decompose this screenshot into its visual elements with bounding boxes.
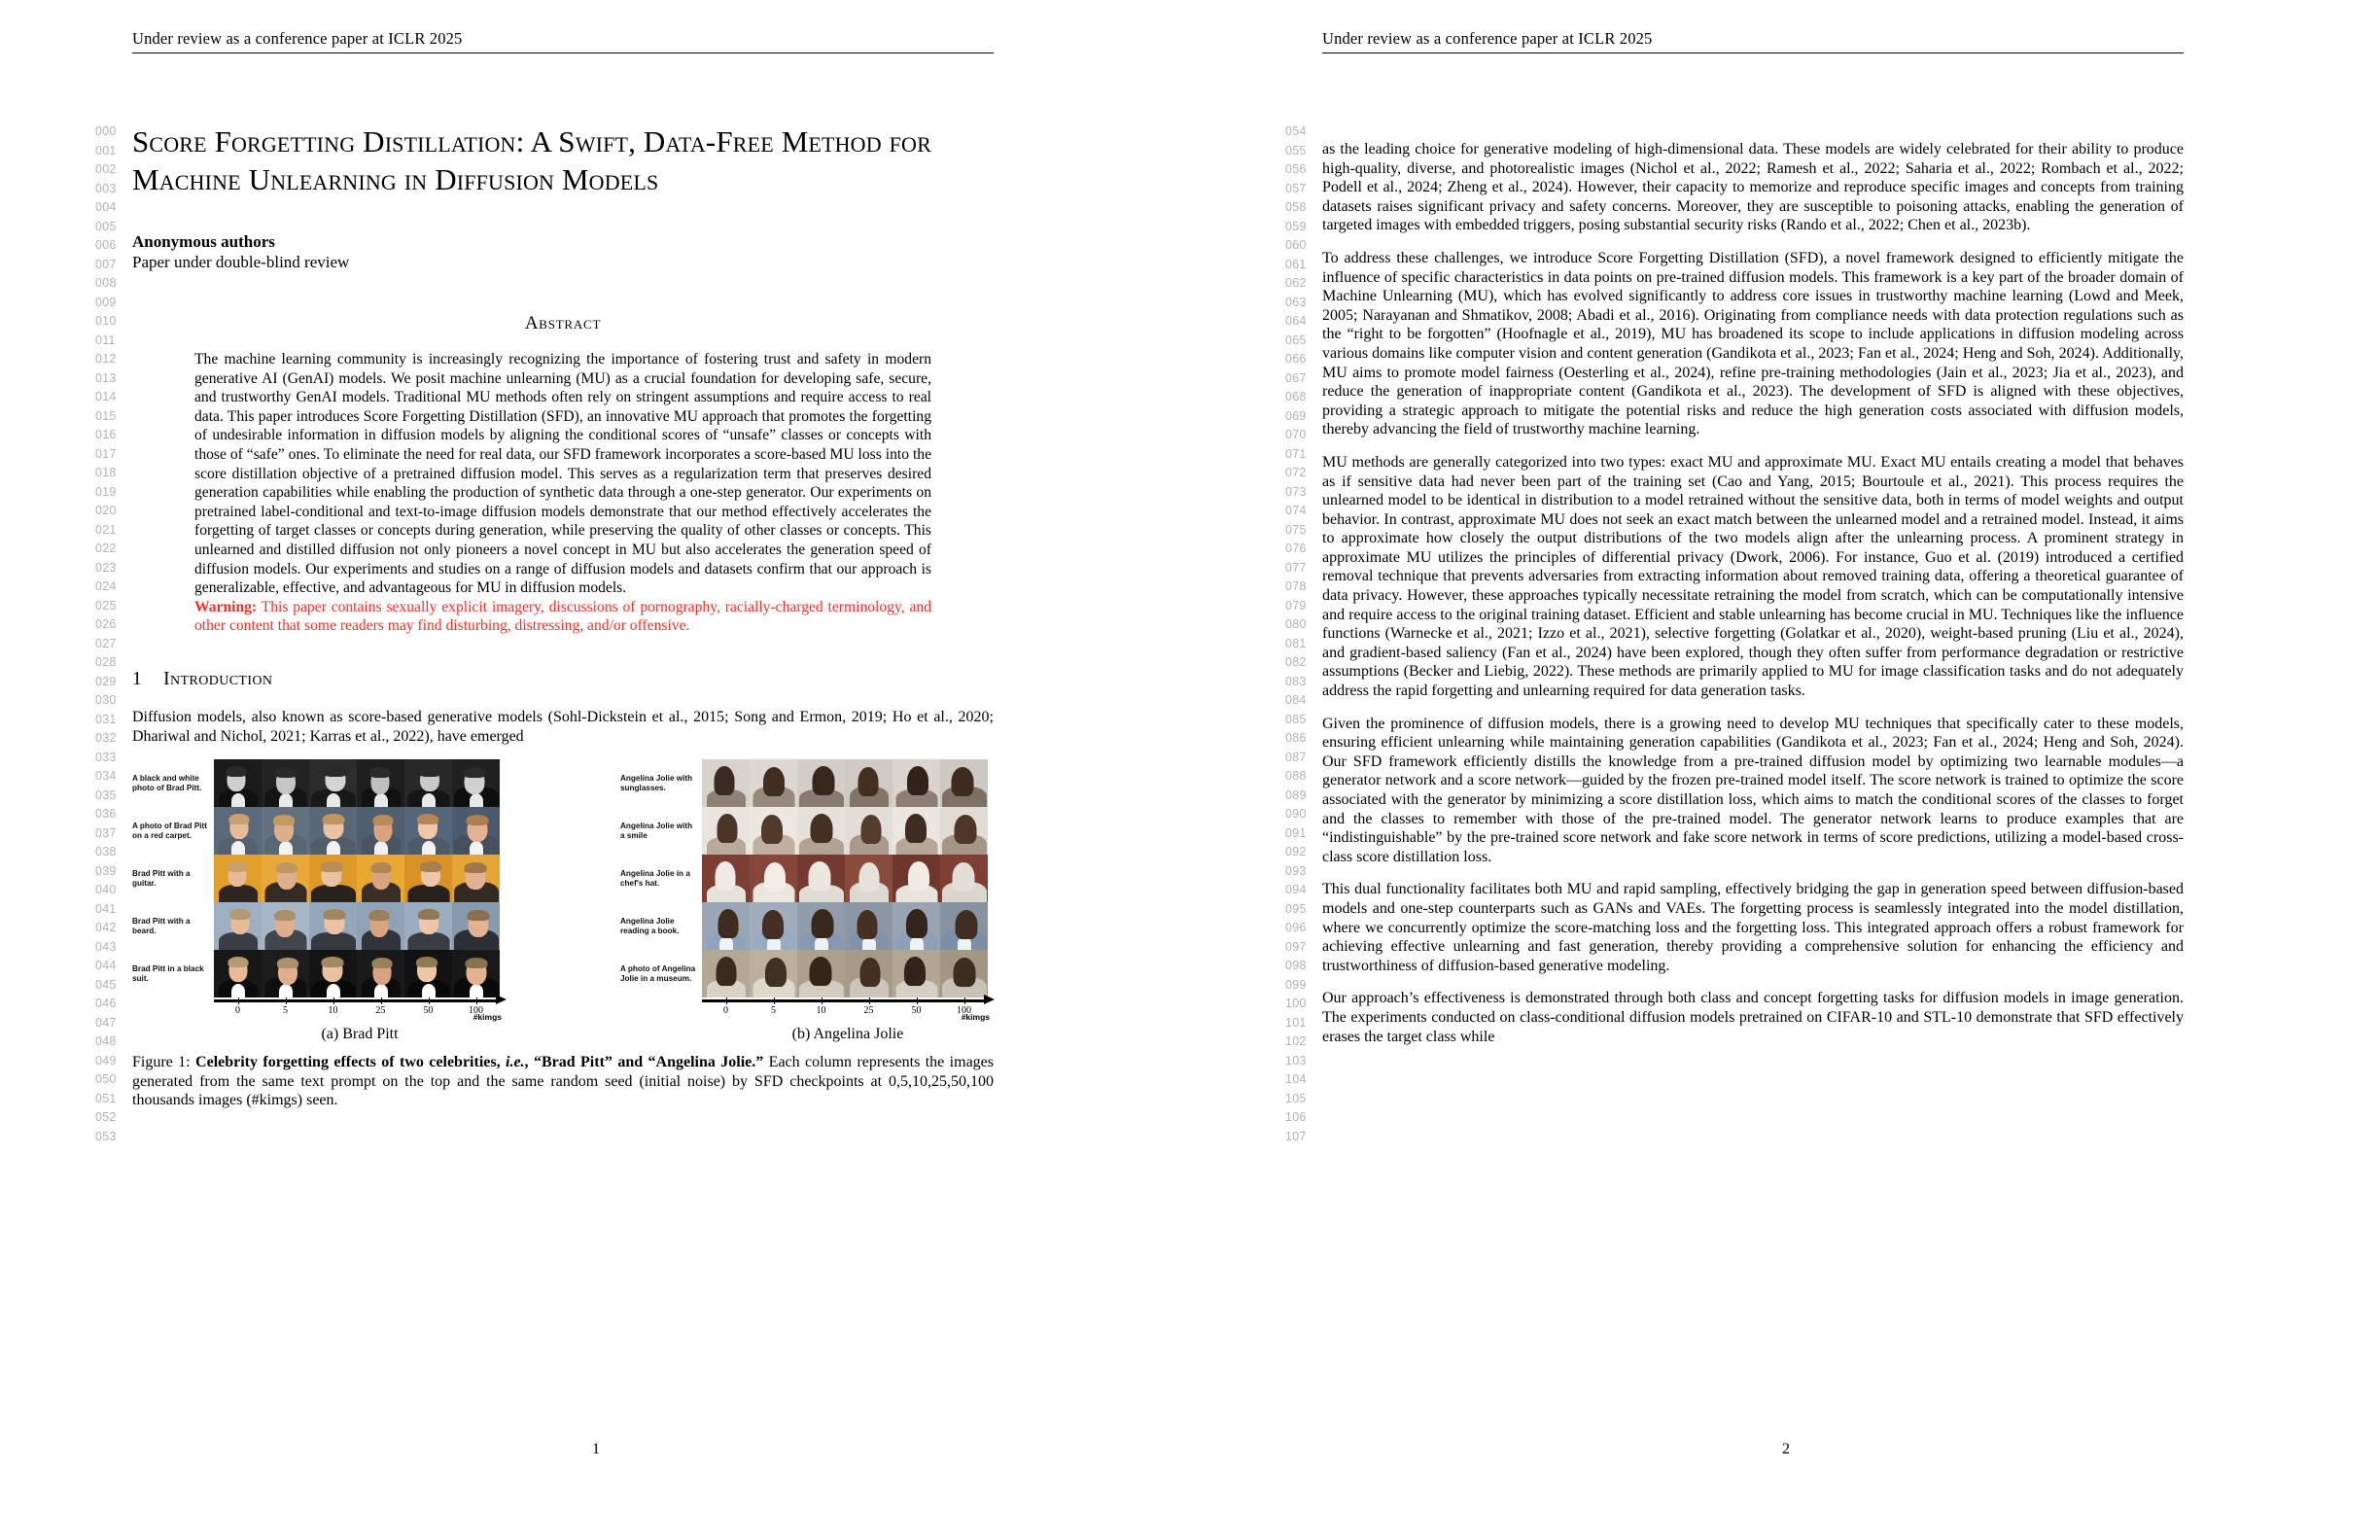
line-number: 069: [1285, 408, 1307, 423]
line-number: 052: [95, 1110, 117, 1124]
line-number: 036: [95, 807, 117, 821]
generated-image-thumbnail: [940, 902, 988, 950]
line-number: 073: [1285, 484, 1307, 499]
line-number: 035: [95, 788, 117, 802]
line-number: 079: [1285, 598, 1307, 612]
generated-image-thumbnail: [452, 902, 500, 950]
line-number: 087: [1285, 750, 1307, 764]
page-2: [1190, 0, 2380, 1540]
line-number: 075: [1285, 522, 1307, 537]
line-number: 076: [1285, 542, 1307, 555]
prompt-label: Angelina Jolie in a chef's hat.: [620, 868, 690, 888]
axis-tick: [869, 998, 871, 1004]
line-numbers-left: [95, 122, 128, 1146]
line-number: 028: [95, 655, 117, 669]
prompt-label: Brad Pitt in a black suit.: [132, 963, 204, 983]
line-number: 104: [1285, 1072, 1307, 1086]
generated-image-thumbnail: [309, 759, 357, 807]
axis-tick: [381, 998, 383, 1004]
line-number: 099: [1285, 977, 1307, 992]
line-number: 093: [1285, 863, 1307, 878]
generated-image-thumbnail: [892, 855, 940, 902]
line-number: 100: [1285, 997, 1307, 1010]
image-grid-b: [702, 759, 988, 998]
prompt-label: A photo of Angelina Jolie in a museum.: [620, 963, 696, 983]
axis-line: [702, 999, 988, 1002]
prompt-label: Brad Pitt with a beard.: [132, 916, 191, 935]
generated-image-thumbnail: [940, 759, 988, 807]
generated-image-thumbnail: [214, 950, 262, 998]
generated-image-thumbnail: [750, 759, 797, 807]
line-number: 041: [95, 901, 117, 916]
generated-image-thumbnail: [845, 855, 892, 902]
generated-image-thumbnail: [262, 855, 309, 902]
generated-image-thumbnail: [750, 902, 797, 950]
line-number: 031: [95, 712, 117, 726]
generated-image-thumbnail: [940, 855, 988, 902]
line-number: 080: [1285, 617, 1307, 631]
line-number: 057: [1285, 181, 1307, 195]
generated-image-thumbnail: [262, 759, 309, 807]
line-number: 055: [1285, 143, 1307, 158]
generated-image-thumbnail: [452, 807, 500, 855]
generated-image-thumbnail: [940, 807, 988, 855]
line-number: 048: [95, 1034, 117, 1048]
line-number: 066: [1285, 352, 1307, 366]
line-number: 012: [95, 352, 117, 366]
axis-tick-label: 0: [723, 1005, 728, 1017]
line-numbers-right: [1285, 122, 1318, 1146]
kimgs-axis-b: [702, 998, 994, 1023]
abstract-heading: Abstract: [524, 313, 602, 333]
line-number: 045: [95, 977, 117, 992]
generated-image-thumbnail: [404, 902, 452, 950]
axis-tick: [429, 998, 431, 1004]
line-number: 015: [95, 408, 117, 423]
generated-image-thumbnail: [845, 950, 892, 998]
line-number: 009: [95, 295, 117, 309]
line-number: 007: [95, 257, 117, 271]
line-number: 106: [1285, 1110, 1307, 1124]
generated-image-thumbnail: [702, 855, 750, 902]
running-head-right: [1322, 29, 2184, 53]
abstract-text: The machine learning community is increasingly recognizing the importance of fostering trust and safety in modern generative AI (GenAI) models. We posit machine unlearning (MU) as a crucial foundation for developing safe, secure, and trustworthy GenAI models. Traditional MU methods often rely on stringent assumptions and require access to real data. This paper introduces Score Forgetting Distillation (SFD), an innovative MU approach that promotes the forgetting of undesirable information in diffusion models by aligning the conditional scores of “unsafe” classes or concepts with those of “safe” ones. To eliminate the need for real data, our SFD framework incorporates a score-based MU loss into the score distillation objective of a pretrained diffusion model. This serves as a regularization term that preserves desired generation capabilities while enabling the production of synthetic data through a one-step generator. Our experiments on pretrained label-conditional and text-to-image diffusion models demonstrate that our method effectively accelerates the forgetting of target classes or concepts during generation, while preserving the quality of other classes or concepts. This unlearned and distilled diffusion not only pioneers a novel concept in MU but also accelerates the generation speed of diffusion models. Our experiments and studies on a range of diffusion models and datasets confirm that our approach is generalizable, effective, and advantageous for MU in diffusion models.: [194, 351, 931, 597]
line-number: 070: [1285, 428, 1307, 441]
body-paragraph: as the leading choice for generative modeling of high-dimensional data. These models are widely celebrated for their ability to produce high-quality, diverse, and photorealistic images (Nichol et al., 2022; Ramesh et al., 2022; Saharia et al., 2022; Rombach et al., 2022; Podell et al., 2024; Zheng et al., 2024). However, their capacity to memorize and reproduce specific images and concepts from training datasets raises significant privacy and safety concerns. Moreover, they are susceptible to poisoning attacks, enabling the generation of targeted images with embedded triggers, posing substantial security risks (Rando et al., 2022; Chen et al., 2023b).: [1322, 141, 2184, 234]
section-number: 1: [132, 668, 143, 689]
line-number: 054: [1285, 124, 1307, 138]
generated-image-thumbnail: [404, 855, 452, 902]
prompt-label: A black and white photo of Brad Pitt.: [132, 773, 202, 792]
line-number: 027: [95, 636, 117, 650]
generated-image-thumbnail: [750, 807, 797, 855]
header-rule: [132, 52, 994, 53]
page-1-column: [132, 122, 994, 1110]
axis-tick: [964, 998, 966, 1004]
axis-tick: [726, 998, 728, 1004]
axis-tick: [822, 998, 823, 1004]
prompt-label: Angelina Jolie with sunglasses.: [620, 773, 693, 792]
prompt-labels-a: [132, 759, 214, 998]
generated-image-thumbnail: [452, 759, 500, 807]
axis-tick: [917, 998, 919, 1004]
generated-image-thumbnail: [357, 759, 404, 807]
line-number: 000: [95, 124, 117, 138]
axis-unit-label: #kimgs: [961, 1012, 990, 1023]
generated-image-thumbnail: [262, 950, 309, 998]
generated-image-thumbnail: [702, 950, 750, 998]
line-number: 008: [95, 276, 117, 290]
axis-tick-label: 5: [283, 1005, 288, 1017]
generated-image-thumbnail: [309, 902, 357, 950]
line-number: 032: [95, 731, 117, 745]
section-heading-introduction: [132, 669, 994, 690]
figure-1: [132, 759, 994, 1110]
line-number: 062: [1285, 276, 1307, 290]
axis-tick: [238, 998, 240, 1004]
generated-image-thumbnail: [214, 759, 262, 807]
running-head-text-2: Under review as a conference paper at ICLR 2025: [1322, 29, 1653, 48]
line-number: 067: [1285, 370, 1307, 385]
generated-image-thumbnail: [404, 807, 452, 855]
prompt-label: Brad Pitt with a guitar.: [132, 868, 191, 888]
generated-image-thumbnail: [452, 855, 500, 902]
axis-tick-label: 50: [423, 1005, 434, 1017]
line-number: 037: [95, 825, 117, 840]
generated-image-thumbnail: [357, 807, 404, 855]
generated-image-thumbnail: [845, 902, 892, 950]
axis-tick-label: 25: [863, 1005, 874, 1017]
intro-paragraph: Diffusion models, also known as score-based generative models (Sohl-Dickstein et al., 2015; Song and Ermon, 2019; Ho et al., 2020; Dhariwal and Nichol, 2021; Karras et al., 2022), have emerged: [132, 708, 994, 745]
line-number: 011: [95, 332, 116, 347]
generated-image-thumbnail: [262, 902, 309, 950]
line-number: 107: [1285, 1129, 1307, 1143]
line-number: 089: [1285, 788, 1307, 802]
line-number: 004: [95, 200, 117, 214]
line-number: 051: [95, 1091, 117, 1105]
generated-image-thumbnail: [845, 759, 892, 807]
line-number: 026: [95, 617, 117, 631]
line-number: 020: [95, 504, 117, 517]
line-number: 105: [1285, 1091, 1307, 1105]
generated-image-thumbnail: [892, 902, 940, 950]
line-number: 001: [95, 143, 117, 158]
generated-image-thumbnail: [214, 855, 262, 902]
line-number: 014: [95, 390, 117, 403]
generated-image-thumbnail: [797, 807, 845, 855]
line-number: 025: [95, 598, 117, 612]
line-number: 038: [95, 845, 117, 858]
generated-image-thumbnail: [309, 855, 357, 902]
generated-image-thumbnail: [309, 950, 357, 998]
line-number: 086: [1285, 731, 1307, 745]
generated-image-thumbnail: [892, 759, 940, 807]
figure-caption-bold: Celebrity forgetting effects of two celebrities,: [195, 1054, 506, 1071]
generated-image-thumbnail: [750, 950, 797, 998]
generated-image-thumbnail: [797, 855, 845, 902]
abstract-block: [194, 350, 931, 636]
generated-image-thumbnail: [309, 807, 357, 855]
line-number: 084: [1285, 693, 1307, 707]
line-number: 043: [95, 939, 117, 954]
line-number: 034: [95, 769, 117, 783]
axis-tick-label: 0: [235, 1005, 240, 1017]
generated-image-thumbnail: [892, 950, 940, 998]
line-number: 013: [95, 370, 117, 385]
axis-arrow-icon: [984, 995, 995, 1004]
generated-image-thumbnail: [262, 807, 309, 855]
line-number: 091: [1285, 825, 1307, 840]
line-number: 017: [95, 446, 117, 461]
line-number: 040: [95, 883, 117, 896]
line-number: 082: [1285, 655, 1307, 669]
line-number: 019: [95, 484, 117, 499]
page-2-column: [1322, 122, 2184, 1046]
line-number: 083: [1285, 674, 1307, 688]
line-number: 096: [1285, 921, 1307, 934]
line-number: 088: [1285, 769, 1307, 783]
figure-caption-rest: Each column represents the images generated from the same text prompt on the top and the same random seed (initial noise) by SFD checkpoints at 0,5,10,25,50,100 thousands images (#kimgs) seen.: [132, 1054, 994, 1109]
line-number: 033: [95, 750, 117, 764]
figure-caption-prefix: Figure 1:: [132, 1054, 196, 1071]
body-paragraph: Given the prominence of diffusion models, there is a growing need to develop MU techniques that specifically cater to these models, ensuring efficient unlearning while maintaining generation capabilities (Gandikota et al., 2023; Fan et al., 2024; Heng and Soh, 2024). Our SFD framework efficiently distills the knowledge from a pre-trained diffusion model by optimizing two learnable modules—a generator network and a score network—guided by the frozen pre-trained model itself. The score network is trained to optimize the score associated with the generator by minimizing a score distillation loss, which aims to match the conditional scores of the classes to forget and the classes to remember with those of the pre-trained model. The generator network learns to produce examples that are “indistinguishable” by the pre-trained score network and fake score network in terms of score predictions, utilizing a model-based cross-class score distillation loss.: [1322, 715, 2184, 865]
axis-tick-label: 25: [375, 1005, 386, 1017]
line-number: 059: [1285, 219, 1307, 233]
line-number: 030: [95, 693, 117, 707]
content-warning: [194, 598, 931, 636]
line-number: 063: [1285, 295, 1307, 309]
generated-image-thumbnail: [797, 950, 845, 998]
line-number: 024: [95, 579, 117, 593]
generated-image-thumbnail: [214, 902, 262, 950]
kimgs-axis-a: [214, 998, 506, 1023]
axis-tick-label: 5: [771, 1005, 776, 1017]
figure-caption: [132, 1053, 994, 1110]
content-warning-text: This paper contains sexually explicit imagery, discussions of pornography, racially-charged terminology, and other content that some readers may find disturbing, distressing, and/or offensive.: [194, 598, 931, 635]
line-number: 005: [95, 219, 117, 233]
figure-panel-brad-pitt: [132, 759, 506, 1043]
line-number: 016: [95, 428, 117, 441]
line-number: 102: [1285, 1034, 1307, 1048]
author-note: Paper under double-blind review: [132, 253, 350, 271]
subcaption-b: (b) Angelina Jolie: [791, 1026, 904, 1043]
axis-unit-label: #kimgs: [472, 1012, 502, 1023]
line-number: 071: [1285, 446, 1307, 461]
line-number: 029: [95, 674, 117, 688]
header-rule-2: [1322, 52, 2184, 53]
generated-image-thumbnail: [892, 807, 940, 855]
line-number: 022: [95, 542, 117, 555]
generated-image-thumbnail: [750, 855, 797, 902]
axis-tick-label: 10: [816, 1005, 826, 1017]
line-number: 023: [95, 560, 117, 575]
axis-tick: [774, 998, 776, 1004]
generated-image-thumbnail: [404, 950, 452, 998]
line-number: 003: [95, 181, 117, 195]
line-number: 050: [95, 1072, 117, 1086]
line-number: 044: [95, 959, 117, 972]
line-number: 094: [1285, 883, 1307, 896]
generated-image-thumbnail: [702, 902, 750, 950]
axis-tick-label: 100: [957, 1005, 971, 1017]
line-number: 085: [1285, 712, 1307, 726]
line-number: 042: [95, 921, 117, 934]
line-number: 077: [1285, 560, 1307, 575]
generated-image-thumbnail: [702, 807, 750, 855]
line-number: 056: [1285, 162, 1307, 176]
generated-image-thumbnail: [404, 759, 452, 807]
figure-panel-angelina-jolie: [620, 759, 994, 1043]
figure-caption-italic: i.e.: [506, 1054, 525, 1071]
generated-image-thumbnail: [357, 950, 404, 998]
axis-tick-label: 100: [469, 1005, 483, 1017]
page-number-1: 1: [592, 1441, 600, 1457]
line-number: 098: [1285, 959, 1307, 972]
line-number: 065: [1285, 332, 1307, 347]
line-number: 021: [95, 522, 117, 537]
section-title: Introduction: [163, 668, 273, 689]
content-warning-label: Warning:: [194, 598, 258, 615]
prompt-label: A photo of Brad Pitt on a red carpet.: [132, 821, 208, 840]
generated-image-thumbnail: [797, 759, 845, 807]
line-number: 049: [95, 1053, 117, 1068]
line-number: 039: [95, 863, 117, 878]
axis-tick: [286, 998, 288, 1004]
author-block: [132, 231, 994, 272]
generated-image-thumbnail: [357, 902, 404, 950]
body-paragraph: This dual functionality facilitates both MU and rapid sampling, effectively bridging the gap in generation speed between diffusion-based models and one-step counterparts such as GANs and VAEs. The forgetting process is seamlessly integrated into the model distillation, where we concurrently optimize the score-matching loss and the forgetting loss. This integrated approach offers a robust framework for achieving effective unlearning and fast generation, thereby providing a comprehensive solution for enhancing the efficiency and trustworthiness of diffusion-based generative modeling.: [1322, 881, 2184, 974]
line-number: 010: [95, 314, 117, 328]
generated-image-thumbnail: [452, 950, 500, 998]
line-number: 092: [1285, 845, 1307, 858]
generated-image-thumbnail: [797, 902, 845, 950]
axis-tick-label: 10: [328, 1005, 338, 1017]
generated-image-thumbnail: [214, 807, 262, 855]
line-number: 072: [1285, 466, 1307, 479]
author-name: Anonymous authors: [132, 232, 275, 251]
line-number: 078: [1285, 579, 1307, 593]
line-number: 068: [1285, 390, 1307, 403]
axis-tick-label: 50: [911, 1005, 922, 1017]
line-number: 081: [1285, 636, 1307, 650]
image-grid-a: [214, 759, 500, 998]
figure-caption-bold2: , “Brad Pitt” and “Angelina Jolie.”: [524, 1054, 764, 1071]
line-number: 060: [1285, 238, 1307, 252]
running-head-left: [132, 29, 994, 53]
line-number: 058: [1285, 200, 1307, 214]
line-number: 046: [95, 997, 117, 1010]
line-number: 053: [95, 1129, 117, 1143]
line-number: 018: [95, 466, 117, 479]
generated-image-thumbnail: [357, 855, 404, 902]
generated-image-thumbnail: [845, 807, 892, 855]
line-number: 097: [1285, 939, 1307, 954]
body-paragraph: To address these challenges, we introduce Score Forgetting Distillation (SFD), a novel framework designed to efficiently mitigate the influence of specific characteristics in data points on pre-trained diffusion models. This framework is a key part of the broader domain of Machine Unlearning (MU), which has evolved significantly to address core issues in trustworthy machine learning (Lowd and Meek, 2005; Narayanan and Shmatikov, 2008; Abadi et al., 2016). Originating from compliance needs with data protection regulations such as the “right to be forgotten” (Hoofnagle et al., 2019), MU has broadened its scope to include applications in diffusion modeling across various domains like computer vision and content generation (Gandikota et al., 2023; Fan et al., 2024; Heng and Soh, 2024). Additionally, MU aims to promote model fairness (Oesterling et al., 2024), refine pre-training methodologies (Jain et al., 2023; Jia et al., 2023), and reduce the generation of inappropriate content (Gandikota et al., 2023). The development of SFD is aligned with these objectives, providing a strategic approach to mitigate the potential risks and reduce the high generation costs associated with diffusion models, thereby advancing the field of trustworthy machine learning.: [1322, 249, 2184, 438]
line-number: 064: [1285, 314, 1307, 328]
line-number: 095: [1285, 901, 1307, 916]
body-paragraph: MU methods are generally categorized into two types: exact MU and approximate MU. Exact MU entails creating a model that behaves as if sensitive data had never been part of the training set (Cao and Yang, 2015; Bourtoule et al., 2021). This process requires the unlearned model to be identical in distribution to a model retrained without the sensitive data, both in terms of model weights and output behavior. In contrast, approximate MU does not seek an exact match between the unlearned model and a retrained model. Instead, it aims to approximate how closely the output distributions of the two models align after the unlearning process. A prominent strategy in approximate MU utilizes the principles of differential privacy (Dwork, 2006). For instance, Guo et al. (2019) introduced a certified removal technique that prevents adversaries from extracting information about removed training data, offering a theoretical guarantee of data privacy. However, these approaches typically necessitate retraining the model from scratch, which can be computationally intensive and require access to the original training dataset. Efficient and stable unlearning has become crucial in MU. Techniques like the influence functions (Warnecke et al., 2021; Izzo et al., 2021), selective forgetting (Golatkar et al., 2020), weight-based pruning (Liu et al., 2024), and gradient-based saliency (Fan et al., 2024) have been explored, though they often suffer from performance degradation or restrictive assumptions (Becker and Liebig, 2022). These methods are primarily applied to MU for image classification tasks and do not adequately address the rapid forgetting and unlearning required for data generation tasks.: [1322, 453, 2184, 700]
axis-line: [214, 999, 500, 1002]
axis-arrow-icon: [496, 995, 507, 1004]
subcaption-a: (a) Brad Pitt: [321, 1026, 399, 1043]
page-number-2: 2: [1782, 1441, 1790, 1457]
generated-image-thumbnail: [940, 950, 988, 998]
prompt-labels-b: [620, 759, 702, 998]
line-number: 101: [1285, 1015, 1307, 1030]
prompt-label: Angelina Jolie reading a book.: [620, 916, 680, 935]
line-number: 090: [1285, 807, 1307, 821]
line-number: 103: [1285, 1053, 1307, 1068]
axis-tick: [476, 998, 478, 1004]
line-number: 002: [95, 162, 117, 176]
page-title: Score Forgetting Distillation: A Swift, Data-Free Method for Machine Unlearning in Diffusion Models: [132, 124, 931, 196]
line-number: 047: [95, 1015, 117, 1030]
body-paragraph: Our approach’s effectiveness is demonstrated through both class and concept forgetting tasks for diffusion models in image generation. The experiments conducted on class-conditional diffusion models pretrained on CIFAR-10 and STL-10 demonstrate that SFD effectively erases the target class while: [1322, 990, 2184, 1045]
line-number: 006: [95, 238, 117, 252]
axis-tick: [333, 998, 335, 1004]
line-number: 074: [1285, 504, 1307, 517]
line-number: 061: [1285, 257, 1307, 271]
prompt-label: Angelina Jolie with a smile: [620, 821, 693, 840]
running-head-text: Under review as a conference paper at ICLR 2025: [132, 29, 463, 48]
generated-image-thumbnail: [702, 759, 750, 807]
